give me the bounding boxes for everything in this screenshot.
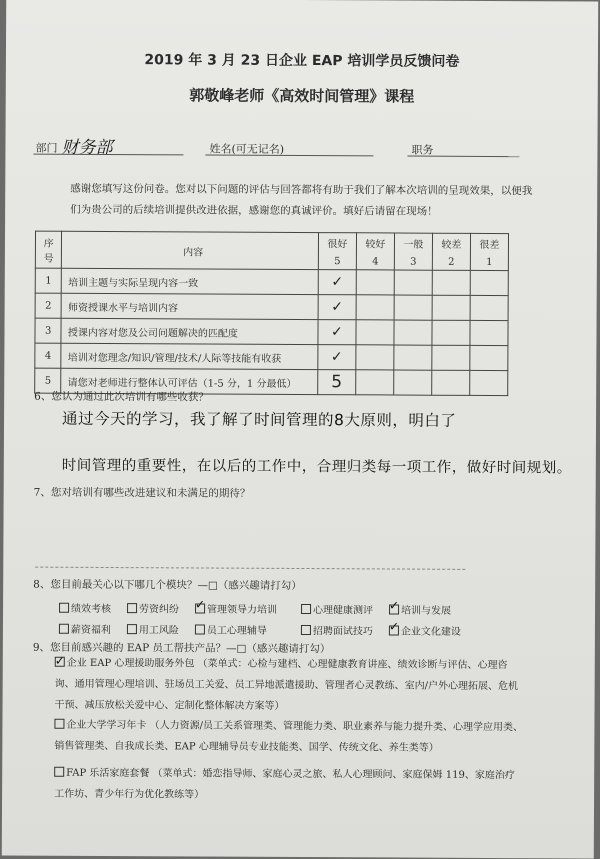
rating-cell[interactable] — [432, 270, 470, 295]
row-no: 3 — [35, 318, 62, 343]
checkbox-icon — [127, 624, 137, 634]
rating-cell[interactable] — [356, 345, 394, 370]
rating-cell[interactable] — [470, 370, 508, 395]
row-item: 师资授课水平与培训内容 — [61, 293, 318, 319]
q8-option[interactable]: ✓ 企业文化建设 — [389, 622, 461, 637]
rating-cell[interactable] — [394, 295, 432, 320]
rating-cell[interactable] — [356, 320, 394, 345]
table-row — [35, 293, 508, 320]
intro-text: 感谢您填写这份问卷。您对以下问题的评估与回答都将有助于我们了解本次培训的呈现效果，以便我们为贵公司的后续培训提供改进依据，感谢您的真诚评价。填好后请留在现场！ — [70, 182, 533, 218]
rating-table — [34, 231, 509, 396]
checkbox-checked-icon — [195, 603, 205, 613]
rating-cell[interactable] — [394, 270, 432, 295]
q8-option[interactable]: 员工心理辅导 — [195, 621, 267, 636]
row-item: 请您对老师进行整体认可评估（1-5 分，1 分最低） — [61, 368, 318, 394]
q8-option[interactable]: 劳资纠纷 — [127, 600, 179, 615]
header-rating-3: 一般 3 — [394, 233, 432, 270]
rating-cell[interactable] — [470, 295, 508, 320]
row-item: 培训主题与实际呈现内容一致 — [62, 268, 319, 294]
q8-option[interactable]: 绩效考核 — [59, 600, 111, 615]
checkbox-icon — [54, 719, 64, 729]
row-no: 1 — [35, 268, 62, 293]
rating-cell[interactable] — [432, 320, 470, 345]
checkbox-checked-icon — [389, 625, 399, 635]
rating-cell[interactable] — [470, 320, 508, 345]
checkbox-icon — [127, 603, 137, 613]
course-title: 郭敬峰老师《高效时间管理》课程 — [189, 86, 415, 106]
q9-product-item[interactable]: ✓企业 EAP 心理援助服务外包 （菜单式：心检与建档、心理健康教育讲座、绩效诊断与评估、心理咨询、通用管理心理培训、驻场员工关爱、员工异地派遣援助、管理者心灵教练、室内/户外心理拓展、危机干预、减压放松关爱中心、定制化整体解决方案等） — [54, 653, 524, 718]
header-rating-4: 较好 4 — [356, 233, 394, 270]
checkbox-checked-icon — [55, 657, 65, 667]
checkbox-icon — [54, 767, 64, 777]
q8-question: 8、您目前最关心以下哪几个模块？—□（感兴趣请打勾） — [33, 578, 302, 593]
rating-cell[interactable] — [394, 345, 432, 370]
row-no: 2 — [35, 293, 62, 318]
q6-question: 6、您认为通过此次培训有哪些收获？ — [34, 390, 209, 404]
survey-title: 2019 年 3 月 23 日企业 EAP 培训学员反馈问卷 — [144, 52, 460, 70]
checkbox-icon — [59, 603, 69, 613]
rating-cell[interactable] — [470, 345, 508, 370]
q8-option[interactable]: 心理健康测评 — [301, 601, 373, 616]
header-no-top: 序 — [43, 238, 54, 250]
rating-cell[interactable] — [356, 295, 394, 320]
rating-check-mark[interactable]: ✓ — [318, 295, 356, 320]
row-item: 授课内容对您及公司问题解决的匹配度 — [61, 318, 318, 344]
header-rating-2: 较差 2 — [432, 233, 470, 270]
rating-cell[interactable] — [394, 320, 432, 345]
rating-cell[interactable] — [432, 370, 470, 395]
q8-option[interactable]: 薪资福利 — [59, 621, 111, 636]
table-row — [35, 343, 508, 370]
checkbox-checked-icon — [389, 604, 399, 614]
q6-answer-line-2[interactable]: 时间管理的重要性，在以后的工作中，合理归类每一项工作，做好时间规划。 — [61, 457, 572, 477]
header-no — [35, 231, 62, 268]
table-header-row — [35, 231, 508, 270]
name-label: 姓名(可无记名) — [209, 142, 285, 156]
row-no: 5 — [35, 368, 62, 393]
rating-cell[interactable] — [470, 270, 508, 295]
q7-answer-line[interactable] — [35, 567, 465, 570]
department-value: 财务部 — [61, 137, 113, 159]
rating-cell[interactable] — [356, 270, 394, 295]
row-no: 4 — [35, 343, 62, 368]
q8-option[interactable]: 招聘面试技巧 — [301, 622, 373, 637]
rating-cell[interactable] — [356, 370, 394, 395]
header-no-bottom: 号 — [43, 253, 54, 265]
q8-option[interactable]: 用工风险 — [127, 621, 179, 636]
checkbox-icon — [301, 604, 311, 614]
q9-question: 9、您目前感兴趣的 EAP 员工帮扶产品？—□（感兴趣请打勾） — [32, 641, 331, 656]
rating-check-mark[interactable]: ✓ — [318, 270, 356, 295]
rating-cell[interactable] — [432, 295, 470, 320]
row-item: 培训对您理念/知识/管理/技术/人际等技能有收获 — [61, 343, 318, 369]
q9-product-item[interactable]: 企业大学学习年卡 （人力资源/员工关系管理类、管理能力类、职业素养与能力提升类、心理学应用类、销售管理类、自我成长类、EAP 心理辅导员专业技能类、国学、传统文化、养生类等） — [54, 719, 524, 754]
q9-product-item[interactable]: FAP 乐活家庭套餐 （菜单式：婚恋指导师、家庭心灵之旅、私人心理顾问、家庭保姆 119、家庭治疗工作坊、青少年行为优化教练等） — [54, 767, 515, 801]
checkbox-icon — [59, 624, 69, 634]
table-row — [35, 268, 508, 295]
q8-option[interactable]: ✓ 管理领导力培训 — [195, 600, 277, 615]
header-rating-1: 很差 1 — [470, 233, 508, 270]
position-label: 职务 — [411, 143, 434, 157]
questionnaire-page — [2, 0, 598, 859]
checkbox-icon — [301, 625, 311, 635]
table-row — [35, 318, 508, 345]
rating-cell[interactable] — [432, 345, 470, 370]
q6-answer-line-1[interactable]: 通过今天的学习，我了解了时间管理的8大原则，明白了 — [62, 409, 457, 430]
q7-question: 7、您对培训有哪些改进建议和未满足的期待？ — [33, 486, 251, 500]
rating-check-mark[interactable]: ✓ — [318, 345, 356, 370]
department-label: 部门 — [35, 141, 58, 155]
rating-check-mark[interactable]: ✓ — [318, 320, 356, 345]
header-rating-5: 很好 5 — [318, 233, 356, 270]
q8-option[interactable]: ✓ 培训与发展 — [389, 601, 451, 616]
header-content: 内容 — [62, 231, 319, 269]
rating-cell[interactable] — [394, 370, 432, 395]
checkbox-icon — [195, 624, 205, 634]
rating-score-handwritten[interactable]: 5 — [318, 370, 356, 395]
